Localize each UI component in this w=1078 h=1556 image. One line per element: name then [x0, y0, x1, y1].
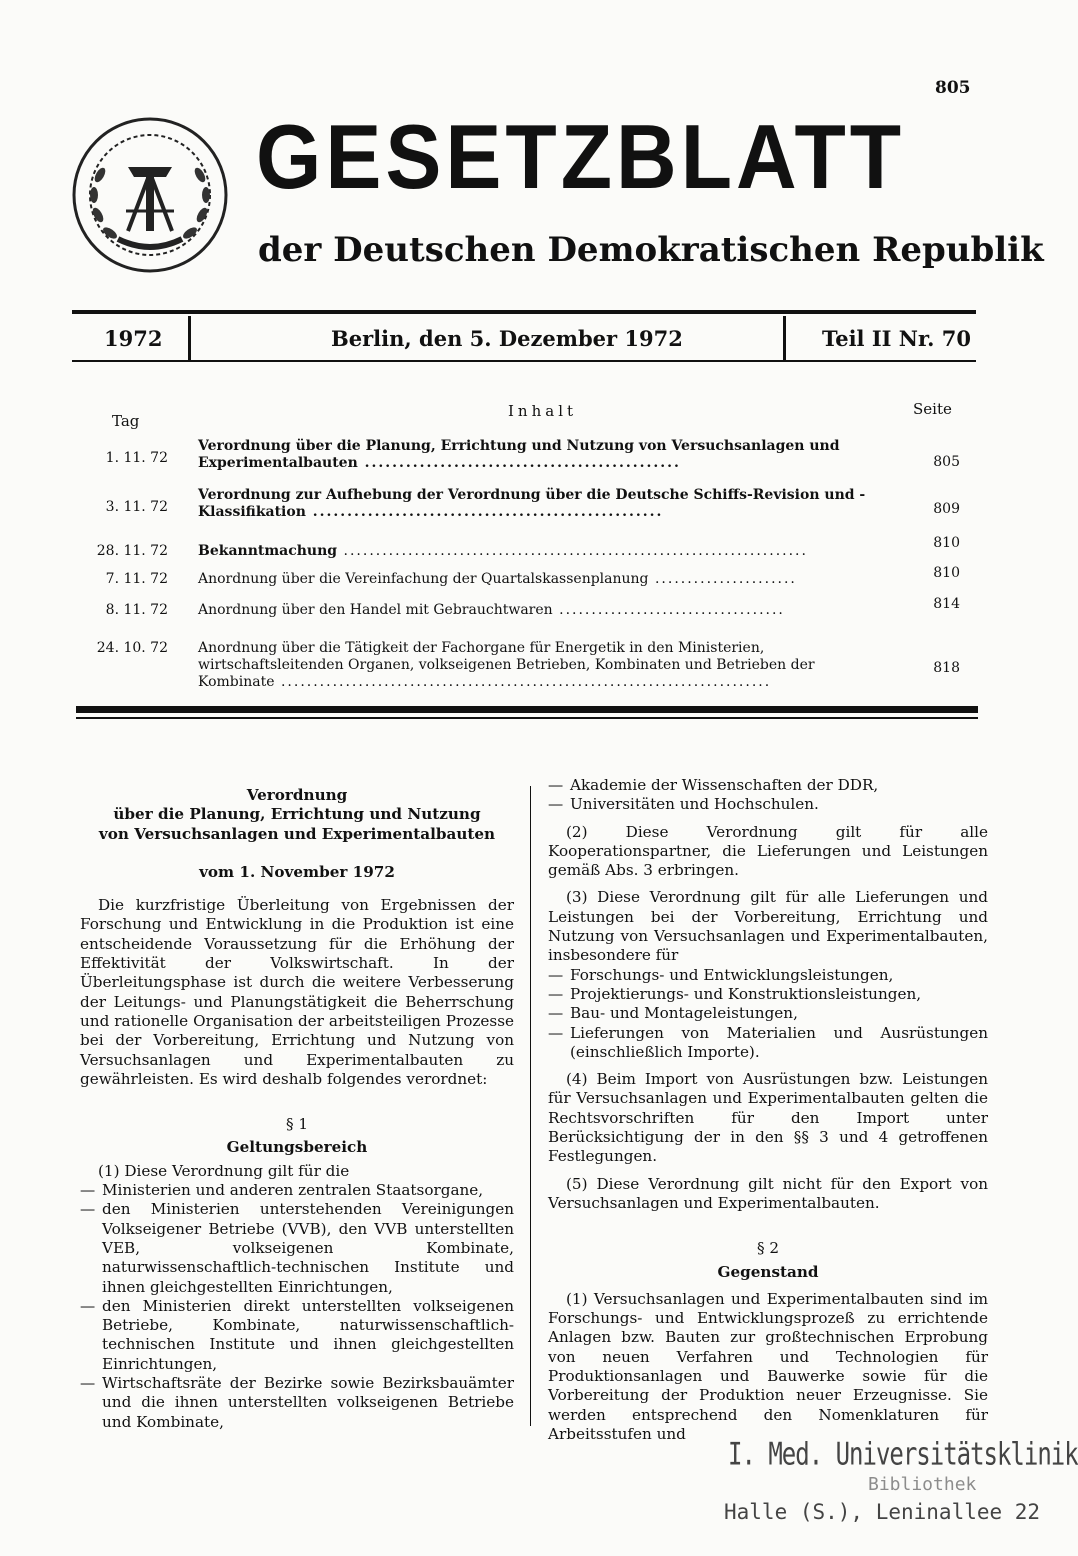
paragraph: (2) Diese Verordnung gilt für alle Kooperationspartner, die Lieferungen und Leistungen gemäß Abs. 3 erbringen.	[548, 822, 988, 880]
toc-title: Anordnung über die Vereinfachung der Quartalskassenplanung ......................	[198, 571, 797, 587]
paragraph: (3) Diese Verordnung gilt für alle Lieferungen und Leistungen bei der Vorbereitung, Errichtung und Nutzung von Versuchsanlagen und Experimentalbauten, insbesondere für	[548, 888, 988, 965]
article-heading: von Versuchsanlagen und Experimentalbauten	[98, 824, 496, 843]
issue-part-number: Teil II Nr. 70	[822, 326, 971, 351]
toc-title: Verordnung über die Planung, Errichtung und Nutzung von Versuchsanlagen und Experimentalbauten ..............................................	[198, 438, 840, 471]
section-number: § 2	[756, 1239, 780, 1258]
toc-date-header: Tag	[112, 412, 140, 430]
toc-date: 8. 11. 72	[105, 602, 168, 618]
toc-page: 814	[933, 596, 960, 612]
toc-title: Anordnung über die Tätigkeit der Fachorgane für Energetik in den Ministerien, wirtschaftsleitenden Organen, volkseigenen Betrieben, Kombinaten und Betrieben der Kombinate ............................................................................	[198, 640, 815, 690]
issue-year: 1972	[104, 326, 163, 351]
stamp-line: Bibliothek	[868, 1474, 977, 1495]
toc-title: Verordnung zur Aufhebung der Verordnung über die Deutsche Schiffs-Revision und -Klassifikation ...................................................	[198, 487, 866, 520]
stamp-line: I. Med. Universitätsklinik	[728, 1436, 1078, 1473]
paragraph: (1) Diese Verordnung gilt für die	[98, 1161, 350, 1180]
toc-page: 818	[933, 660, 960, 676]
article-heading: über die Planung, Errichtung und Nutzung	[113, 805, 481, 824]
column-left	[80, 786, 514, 1432]
toc-date: 24. 10. 72	[96, 640, 168, 656]
section-rule-thick	[76, 706, 978, 713]
preamble: Die kurzfristige Überleitung von Ergebnissen der Forschung und Entwicklung in die Produktion ist eine entscheidende Voraussetzung für die Erhöhung der Effektivität der Volkswirtschaft. In der Überleitungsphase ist durch die weitere Verbesserung der Leitungs- und Planungstätigkeit die Beherrschung und rationelle Organisation der arbeitsteiligen Prozesse bei der Vorbereitung, Errichtung und Nutzung von Versuchsanlagen und Experimentalbauten zu gewährleisten. Es wird deshalb folgendes verordnet:	[80, 896, 514, 1088]
header-rule-top	[72, 310, 976, 314]
list-item: — Universitäten und Hochschulen.	[548, 795, 988, 814]
toc-title: Anordnung über den Handel mit Gebrauchtwaren ...................................	[198, 602, 785, 618]
toc-page: 809	[933, 501, 960, 517]
state-emblem-icon	[70, 115, 230, 275]
column-rule	[530, 786, 531, 1426]
toc-date: 1. 11. 72	[105, 450, 168, 466]
toc-page: 805	[933, 454, 960, 470]
list-item: — Wirtschaftsräte der Bezirke sowie Bezirksbauämter und die ihnen unterstellten volkseigenen Betriebe und Kombinate,	[80, 1374, 514, 1432]
header-divider	[188, 316, 191, 360]
header-rule-bottom	[72, 360, 976, 362]
toc-title: Bekanntmachung ........................................................................	[198, 543, 808, 559]
paragraph: (1) Versuchsanlagen und Experimentalbauten sind im Forschungs- und Entwicklungsprozeß zu errichtende Anlagen bzw. Bauten zur großtechnischen Erprobung von neuen Verfahren und Technologien für Produktionsanlagen und Bauwerke sowie für die Vorbereitung der Produktion neuer Erzeugnisse. Sie werden entsprechend den Nomenklaturen für Arbeitsstufen und	[548, 1289, 988, 1443]
paragraph: (5) Diese Verordnung gilt nicht für den Export von Versuchsanlagen und Experimentalbauten.	[548, 1174, 988, 1212]
gazette-title: GESETZBLATT	[256, 105, 906, 208]
list-item: — Lieferungen von Materialien und Ausrüstungen (einschließlich Importe).	[548, 1024, 988, 1063]
section-rule-thin	[76, 717, 978, 719]
list-item: — Forschungs- und Entwicklungsleistungen,	[548, 966, 988, 985]
toc-date: 28. 11. 72	[96, 543, 168, 559]
list-item: — den Ministerien unterstehenden Vereinigungen Volkseigener Betriebe (VVB), den VVB unterstellten VEB, volkseigenen Kombinate, naturwissenschaftlich-technischen Institute und ihnen gleichgestellten Einrichtungen,	[80, 1200, 514, 1296]
list-item: — Ministerien und anderen zentralen Staatsorgane,	[80, 1181, 514, 1200]
issue-place-date: Berlin, den 5. Dezember 1972	[331, 326, 683, 351]
toc-date: 7. 11. 72	[105, 571, 168, 587]
toc-page-header: Seite	[913, 400, 952, 418]
paragraph: (4) Beim Import von Ausrüstungen bzw. Leistungen für Versuchsanlagen und Experimentalbauten gelten die Rechtsvorschriften für den Import unter Berücksichtigung der in den §§ 3 und 4 getroffenen Festlegungen.	[548, 1070, 988, 1166]
list-item: — Projektierungs- und Konstruktionsleistungen,	[548, 985, 988, 1004]
section-title: Geltungsbereich	[226, 1138, 368, 1157]
column-right	[548, 776, 988, 1444]
article-date: vom 1. November 1972	[199, 862, 395, 881]
toc-page: 810	[933, 535, 960, 551]
list-item: — den Ministerien direkt unterstellten volkseigenen Betriebe, Kombinate, naturwissenschaftlich-technischen Institute und ihnen gleichgestellten Einrichtungen,	[80, 1297, 514, 1374]
gazette-subtitle: der Deutschen Demokratischen Republik	[258, 230, 1044, 270]
section-number: § 1	[285, 1115, 309, 1134]
library-stamp	[718, 1436, 1078, 1536]
header-divider	[783, 316, 786, 360]
toc-page: 810	[933, 565, 960, 581]
list-item: — Bau- und Montageleistungen,	[548, 1004, 988, 1023]
article-heading: Verordnung	[246, 786, 348, 804]
stamp-line: Halle (S.), Leninallee 22	[724, 1500, 1041, 1524]
page-number: 805	[935, 78, 971, 98]
toc-title-header: Inhalt	[508, 402, 578, 420]
toc-date: 3. 11. 72	[105, 499, 168, 515]
section-title: Gegenstand	[717, 1262, 819, 1281]
list-item: — Akademie der Wissenschaften der DDR,	[548, 776, 988, 795]
